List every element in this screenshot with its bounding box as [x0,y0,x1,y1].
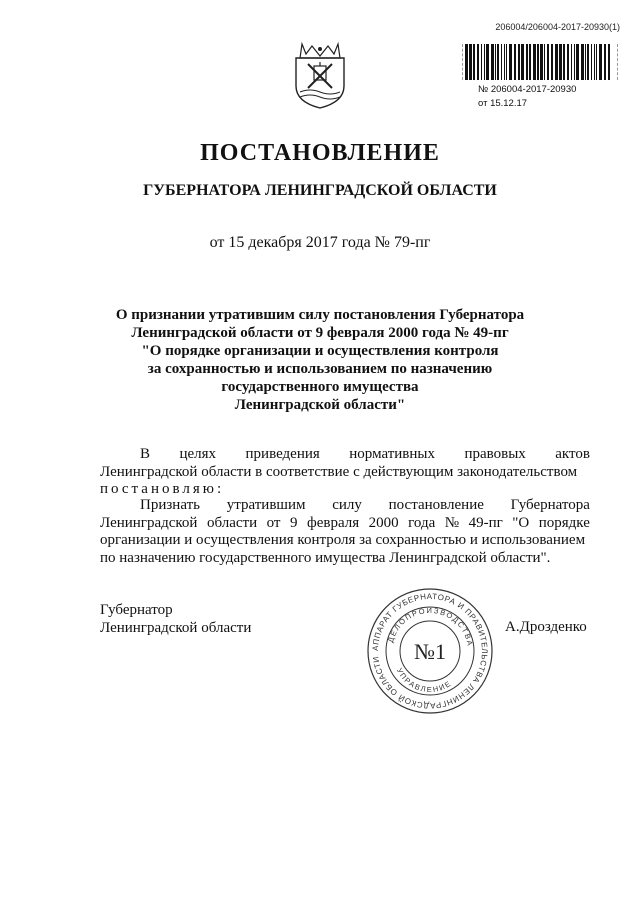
barcode-bar [544,44,545,80]
paragraph-line [100,446,590,464]
word: 9 [289,514,298,531]
barcode-bar [497,44,499,80]
barcode-bar [529,44,531,80]
barcode-bar [501,44,502,80]
paragraph-line: Ленинградской области в соответствие с действующим законодательством [100,463,578,480]
barcode-bar [486,44,489,80]
word: силу [332,497,362,513]
barcode-bar [473,44,475,80]
barcode-bar [604,44,606,80]
barcode-bar [465,44,468,80]
barcode-bar [594,44,595,80]
coat-of-arms-icon [292,40,348,110]
word: В [140,446,151,462]
barcode-bar [581,44,584,80]
barcode-bar [521,44,524,80]
word: 2000 [368,514,399,531]
barcode-bar [599,44,602,80]
barcode-graphic [465,44,611,80]
position-line: Губернатор [100,602,173,618]
barcode-bar [481,44,482,80]
signer-name: А.Дрозденко [505,619,587,635]
barcode-bar [504,44,505,80]
barcode-bar [518,44,520,80]
word: постановление [388,497,484,513]
heading-line: Ленинградской области" [234,397,406,413]
heading-line: за сохранностью и использованием по назначению [147,361,493,377]
registration-number: № 206004-2017-20930 [478,84,577,95]
word: года [408,514,436,531]
barcode-bar [509,44,512,80]
word: актов [555,446,590,462]
barcode [462,44,618,80]
barcode-bar [571,44,572,80]
barcode-bar [585,44,586,80]
barcode-bar [537,44,539,80]
paragraph-line: по назначению государственного имущества Ленинградской области". [100,549,551,566]
heading-line: государственного имущества [221,379,419,395]
word: от [266,514,281,531]
position-line: Ленинградской области [100,620,252,636]
word: № [444,514,460,531]
barcode-bar [591,44,592,80]
barcode-bar [563,44,565,80]
word: правовых [464,446,526,462]
signatory-position [100,601,251,637]
word: утратившим [226,497,306,513]
barcode-bar [555,44,558,80]
seal-number: №1 [414,639,446,664]
seal-inner-bottom-text: УПРАВЛЕНИЕ [394,666,454,695]
barcode-bar [559,44,562,80]
word: "О [512,514,530,531]
paragraph-line [100,497,590,515]
barcode-bar [491,44,494,80]
word: Губернатора [510,497,590,513]
barcode-bar [526,44,528,80]
decree-date: от 15 декабря 2017 года № 79-пг [209,234,431,251]
seal-inner-text: ДЕЛОПРОИЗВОДСТВА [385,605,475,648]
barcode-bar [608,44,610,80]
barcode-bar [495,44,496,80]
heading-line: О признании утратившим силу постановления Губернатора [115,307,525,323]
paragraph-line: организации и осуществления контроля за сохранностью и использованием [100,532,586,548]
registration-date: от 15.12.17 [478,98,528,109]
word: нормативных [349,446,435,462]
official-seal-stamp [365,586,495,716]
document-subtitle: ГУБЕРНАТОРА ЛЕНИНГРАДСКОЙ ОБЛАСТИ [143,182,497,199]
word: февраля [306,514,360,531]
word: порядке [538,514,590,531]
barcode-bar [551,44,553,80]
barcode-bar [469,44,472,80]
barcode-bar [596,44,597,80]
paragraph-line [100,515,590,533]
resolution-paragraph [100,497,590,567]
barcode-bar [477,44,479,80]
barcode-bar [506,44,507,80]
word: Признать [140,497,200,513]
preamble-paragraph [100,446,590,499]
seal-outer-text: АППАРАТ ГУБЕРНАТОРА И ПРАВИТЕЛЬСТВА ЛЕНИНГРАДСКОЙ ОБЛАСТИ [370,591,490,711]
barcode-bar [540,44,543,80]
barcode-bar [533,44,536,80]
barcode-bar [547,44,549,80]
barcode-bar [576,44,579,80]
resolution-word: постановляю: [100,481,225,497]
word: 49-пг [468,514,503,531]
barcode-bar [567,44,569,80]
barcode-bar [587,44,589,80]
word: целях [179,446,217,462]
word: Ленинградской [100,514,198,531]
document-id: 206004/206004-2017-20930(1) [495,22,620,32]
word: области [206,514,258,531]
decree-heading [100,306,540,414]
heading-line: Ленинградской области от 9 февраля 2000 года № 49-пг [131,325,509,341]
word: приведения [245,446,320,462]
document-title: ПОСТАНОВЛЕНИЕ [200,140,440,166]
barcode-bar [574,44,575,80]
barcode-bar [484,44,485,80]
barcode-bar [514,44,516,80]
heading-line: "О порядке организации и осуществления контроля [141,343,499,359]
